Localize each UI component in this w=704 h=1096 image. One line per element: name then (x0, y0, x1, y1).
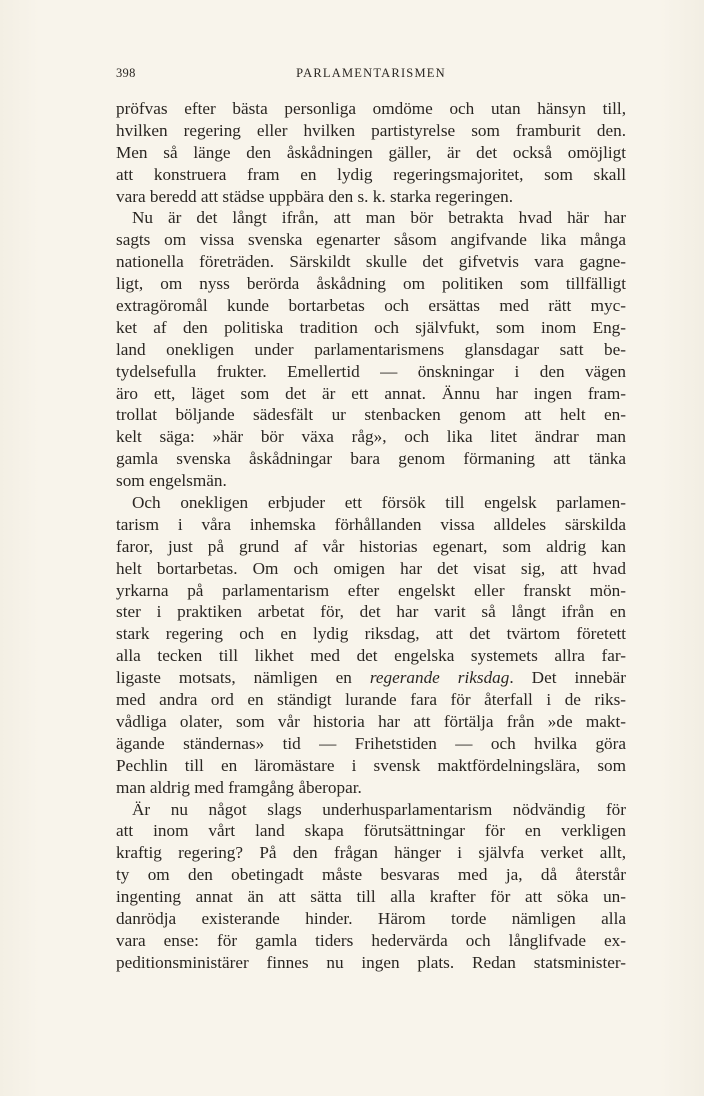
text-line: danrödja existerande hinder. Härom torde nämligen alla (116, 908, 626, 928)
text-line: peditionsministärer finnes nu ingen plats. Redan statsminister- (116, 952, 626, 972)
running-title: PARLAMENTARISMEN (296, 66, 446, 80)
text-line: Men så länge den åskådningen gäller, är det också omöjligt (116, 142, 626, 162)
text-line: man aldrig med framgång åberopar. (116, 777, 362, 797)
text-line: Är nu något slags underhusparlamentarism nödvändig för (132, 799, 626, 819)
body-text (116, 98, 626, 974)
text-line: stark regering och en lydig riksdag, att det tvärtom företett (116, 624, 626, 644)
text-line: vara ense: för gamla tiders hedervärda och långlifvade ex- (116, 930, 626, 950)
text-line: med andra ord en ständigt lurande fara för återfall i de riks- (116, 690, 626, 710)
text-line: tydelsefulla frukter. Emellertid — önskningar i den vägen (116, 361, 626, 381)
text-line: att konstruera fram en lydig regeringsmajoritet, som skall (116, 164, 626, 184)
text-line: trollat böljande sädesfält ur stenbacken genom att helt en- (116, 405, 626, 425)
text-line: yrkarna på parlamentarism efter engelskt eller franskt mön- (116, 580, 626, 600)
text-segment: ligaste motsats, nämligen en (116, 668, 370, 688)
text-line: ket af den politiska tradition och självfukt, som inom Eng- (116, 317, 626, 337)
text-segment: . Det innebär (509, 668, 626, 688)
text-line: äro ett, läget som det är ett annat. Ännu har ingen fram- (116, 383, 626, 403)
text-line: ligt, om nyss berörda åskådning om politiken som tillfälligt (116, 274, 626, 294)
text-line: ingenting annat än att sätta till alla krafter för att söka un- (116, 887, 626, 907)
text-line: ägande ständernas» tid — Frihetstiden — och hvilka göra (116, 733, 626, 753)
text-line: kraftig regering? På den frågan hänger i självfa verket allt, (116, 843, 626, 863)
text-line: ster i praktiken arbetat för, det har varit så långt ifrån en (116, 602, 626, 622)
text-line: tarism i våra inhemska förhållanden vissa alldeles särskilda (116, 514, 626, 534)
text-line: ty om den obetingadt måste besvaras med ja, då återstår (116, 865, 626, 885)
italic-phrase: regerande riksdag (369, 668, 510, 688)
text-line: extragöromål kunde bortarbetas och ersättas med rätt myc- (116, 296, 626, 316)
text-line: alla tecken till likhet med det engelska systemets allra far- (116, 646, 626, 666)
text-line: land onekligen under parlamentarismens glansdagar satt be- (116, 339, 626, 359)
text-line: Och onekligen erbjuder ett försök till engelsk parlamen- (132, 493, 626, 513)
text-line: helt bortarbetas. Om och omigen har det visat sig, att hvad (116, 558, 626, 578)
text-line: Pechlin till en läromästare i svensk maktfördelningslära, som (116, 755, 626, 775)
text-line: hvilken regering eller hvilken partistyrelse som framburit den. (116, 120, 626, 140)
text-line: gamla svenska åskådningar bara genom förmaning att tänka (116, 449, 626, 469)
text-line: som engelsmän. (116, 471, 227, 491)
text-line: faror, just på grund af vår historias egenart, som aldrig kan (116, 536, 626, 556)
text-line: vådliga olater, som vår historia har att förtälja från »de makt- (116, 711, 626, 731)
text-line: pröfvas efter bästa personliga omdöme och utan hänsyn till, (116, 99, 626, 118)
text-line: Nu är det långt ifrån, att man bör betrakta hvad här har (132, 208, 626, 228)
page-header (116, 66, 626, 86)
text-line: sagts om vissa svenska egenarter såsom angifvande lika många (116, 230, 626, 250)
text-line: nationella företräden. Särskildt skulle det gifvetvis vara gagne- (116, 252, 626, 272)
text-line: att inom vårt land skapa förutsättningar för en verkligen (116, 821, 626, 841)
text-line: kelt säga: »här bör växa råg», och lika litet ändrar man (116, 427, 626, 447)
page-number: 398 (116, 66, 136, 80)
text-line (116, 667, 626, 689)
text-line: vara beredd att städse uppbära den s. k. starka regeringen. (116, 186, 514, 206)
